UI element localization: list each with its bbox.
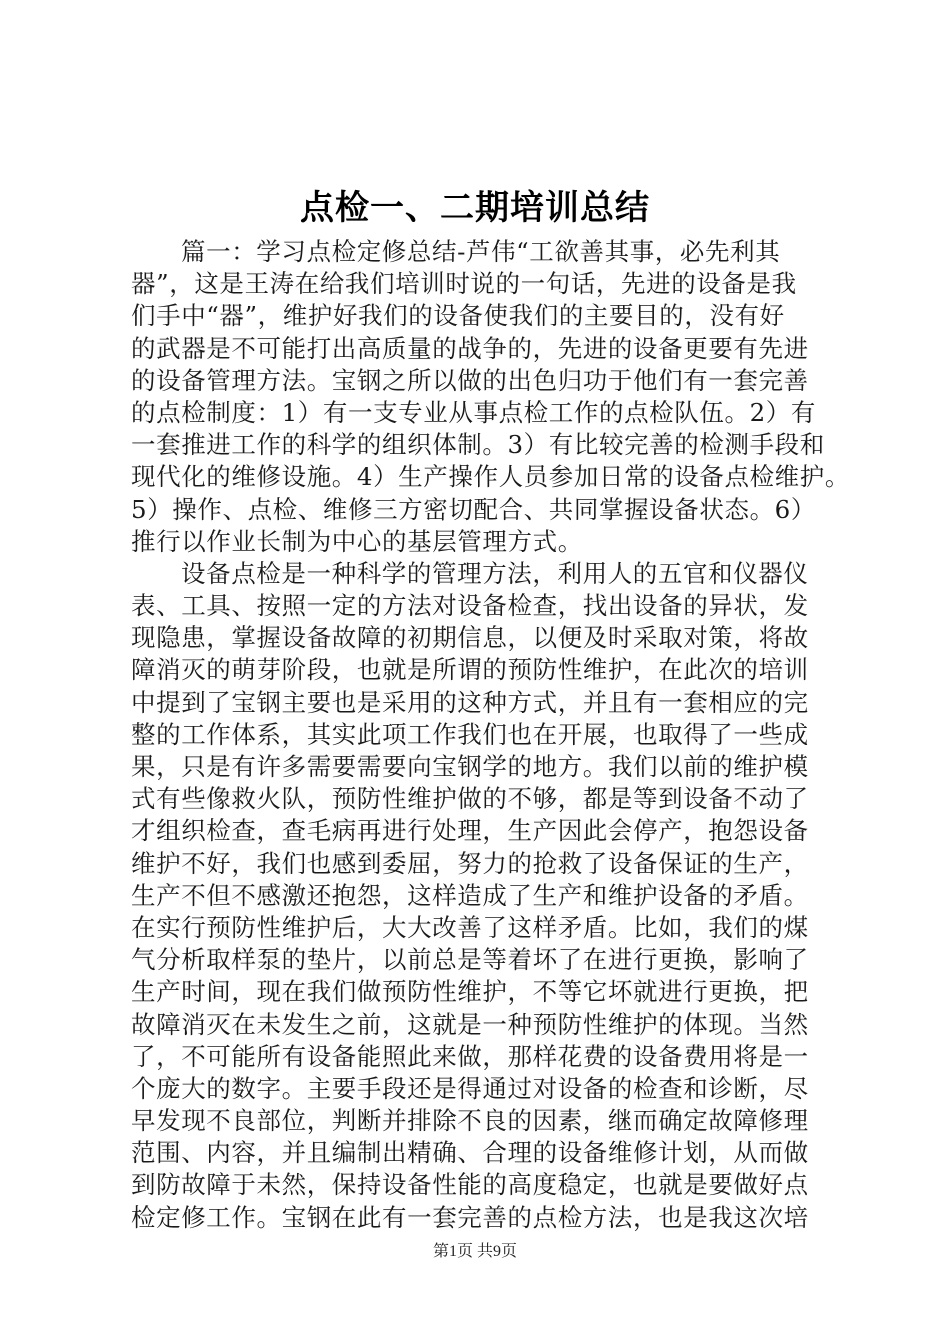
text-line: 表、工具、按照一定的方法对设备检查，找出设备的异状，发 bbox=[131, 591, 809, 621]
text-line: 一套推进工作的科学的组织体制。3）有比较完善的检测手段和 bbox=[131, 430, 825, 460]
text-line: 中提到了宝钢主要也是采用的这种方式，并且有一套相应的完 bbox=[131, 687, 809, 717]
text-line: 气分析取样泵的垫片，以前总是等着坏了在进行更换，影响了 bbox=[131, 945, 809, 975]
text-line: 现代化的维修设施。4）生产操作人员参加日常的设备点检维护。 bbox=[131, 462, 850, 492]
text-line: 检定修工作。宝钢在此有一套完善的点检方法，也是我这次培 bbox=[131, 1202, 809, 1232]
text-line: 们手中“器”，维护好我们的设备使我们的主要目的，没有好 bbox=[131, 301, 785, 331]
text-line: 式有些像救火队，预防性维护做的不够，都是等到设备不动了 bbox=[131, 784, 809, 814]
document-title: 点检一、二期培训总结 bbox=[300, 188, 650, 228]
page-number-footer: 第1页 共9页 bbox=[432, 1243, 517, 1260]
text-line: 了，不可能所有设备能照此来做，那样花费的设备费用将是一 bbox=[131, 1041, 809, 1071]
text-line: 才组织检查，查毛病再进行处理，生产因此会停产，抱怨设备 bbox=[131, 816, 809, 846]
text-line: 器”，这是王涛在给我们培训时说的一句话，先进的设备是我 bbox=[131, 269, 797, 299]
text-line: 设备点检是一种科学的管理方法，利用人的五官和仪器仪 bbox=[181, 558, 809, 588]
text-line: 现隐患，掌握设备故障的初期信息，以便及时采取对策，将故 bbox=[131, 623, 809, 653]
text-line: 篇一：学习点检定修总结-芦伟“工欲善其事，必先利其 bbox=[181, 237, 781, 266]
text-line: 范围、内容，并且编制出精确、合理的设备维修计划，从而做 bbox=[131, 1138, 809, 1168]
text-line: 故障消灭在未发生之前，这就是一种预防性维护的体现。当然 bbox=[131, 1009, 809, 1039]
text-line: 到防故障于未然，保持设备性能的高度稳定，也就是要做好点 bbox=[131, 1170, 809, 1200]
text-line: 生产时间，现在我们做预防性维护，不等它坏就进行更换，把 bbox=[131, 977, 809, 1007]
text-line: 在实行预防性维护后，大大改善了这样矛盾。比如，我们的煤 bbox=[131, 912, 809, 942]
text-line: 推行以作业长制为中心的基层管理方式。 bbox=[131, 526, 583, 556]
text-line: 果，只是有许多需要需要向宝钢学的地方。我们以前的维护模 bbox=[131, 752, 809, 781]
text-line: 5）操作、点检、维修三方密切配合、共同掌握设备状态。6） bbox=[131, 494, 816, 524]
document-body bbox=[131, 236, 850, 1234]
text-line: 的武器是不可能打出高质量的战争的，先进的设备更要有先进 bbox=[131, 333, 809, 363]
text-line: 的点检制度：1）有一支专业从事点检工作的点检队伍。2）有 bbox=[131, 397, 816, 427]
text-line: 早发现不良部位，判断并排除不良的因素，继而确定故障修理 bbox=[131, 1106, 809, 1136]
text-line: 整的工作体系，其实此项工作我们也在开展，也取得了一些成 bbox=[131, 719, 809, 749]
text-line: 障消灭的萌芽阶段，也就是所谓的预防性维护，在此次的培训 bbox=[131, 655, 809, 685]
text-line: 维护不好，我们也感到委屈，努力的抢救了设备保证的生产， bbox=[131, 848, 809, 878]
text-line: 个庞大的数字。主要手段还是得通过对设备的检查和诊断，尽 bbox=[131, 1073, 809, 1103]
text-line: 生产不但不感激还抱怨，这样造成了生产和维护设备的矛盾。 bbox=[131, 880, 809, 910]
text-line: 的设备管理方法。宝钢之所以做的出色归功于他们有一套完善 bbox=[131, 365, 809, 395]
